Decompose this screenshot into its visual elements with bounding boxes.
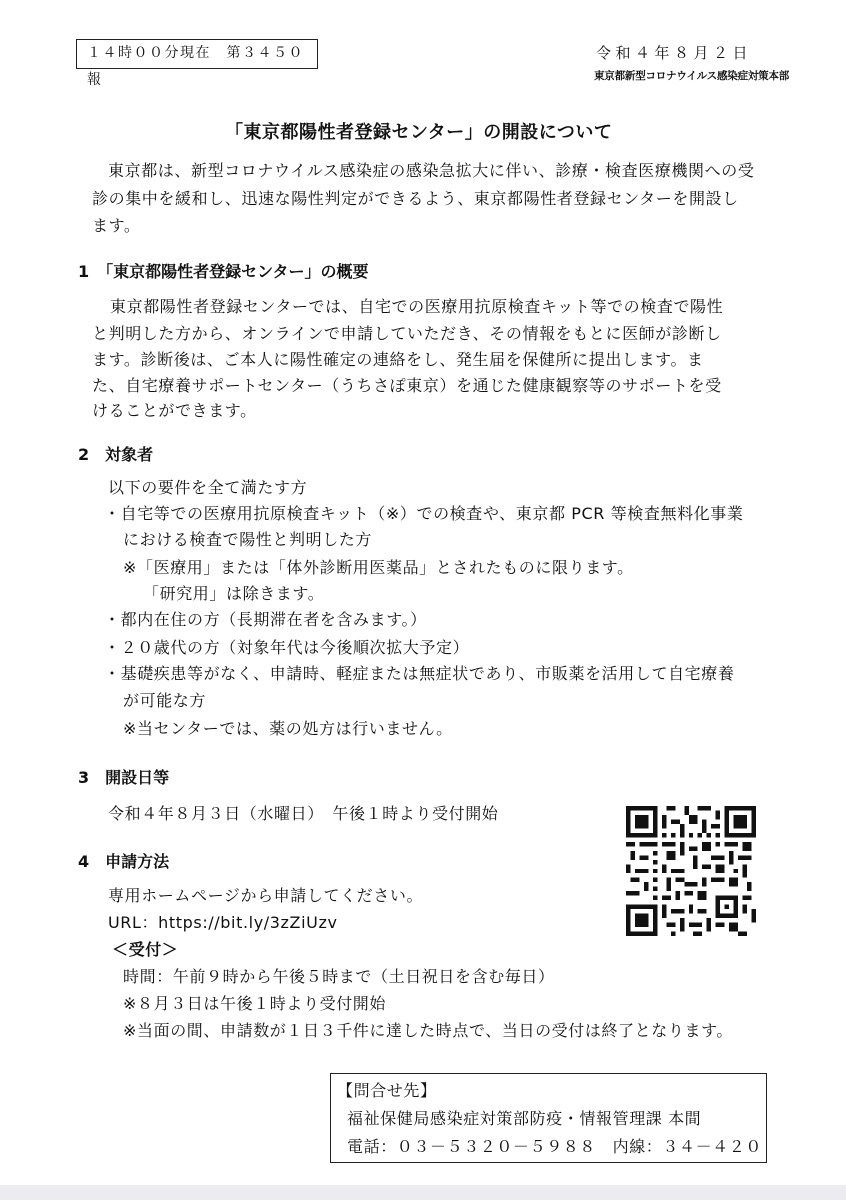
qr-code[interactable] [626,806,756,936]
section-2-line: ・自宅等での医療用抗原検査キット（※）での検査や、東京都 PCR 等検査無料化事業 [104,504,744,523]
reception-heading: ＜受付＞ [112,940,179,959]
report-number: １４時００分現在 第３４５０報 [87,45,304,88]
intro-line-3: ます。 [92,216,141,235]
section-1-line: た、自宅療養サポートセンター（うちさぽ東京）を通じた健康観察等のサポートを受 [92,376,722,395]
section-1-line: と判明した方から、オンラインで申請していただき、その情報をもとに医師が診断し [92,324,722,343]
section-2-line: における検査で陽性と判明した方 [123,530,373,549]
bottom-strip [0,1185,846,1200]
section-4-heading: 4 申請方法 [78,852,170,871]
section-1-line: 東京都陽性者登録センターでは、自宅での医療用抗原検査キット等での検査で陽性 [110,297,724,316]
section-2-note: ※「医療用」または「体外診断用医薬品」とされたものに限ります。 [123,558,634,577]
contact-phone: 電話：０３－５３２０－５９８８ 内線：３４－４２０ [347,1137,763,1156]
section-1-line: けることができます。 [92,401,257,420]
section-2-line: が可能な方 [123,691,207,710]
section-2-note: ※当センターでは、薬の処方は行いません。 [123,719,453,738]
section-2-line: ・都内在住の方（長期滞在者を含みます。） [104,610,427,629]
contact-label: 【問合せ先】 [337,1081,437,1100]
contact-department: 福祉保健局感染症対策部防疫・情報管理課 本間 [347,1109,702,1128]
intro-line-2: 診の集中を緩和し、迅速な陽性判定ができるよう、東京都陽性者登録センターを開設し [92,189,739,208]
document-title: 「東京都陽性者登録センター」の開設について [225,122,613,143]
section-2-line: ・基礎疾患等がなく、申請時、軽症または無症状であり、市販薬を活用して自宅療養 [104,664,735,683]
section-2-note: 「研究用」は除きます。 [143,584,325,603]
section-2-line: 以下の要件を全て満たす方 [108,478,308,497]
application-url[interactable]: URL：https://bit.ly/3zZiUzv [108,913,338,932]
reception-note: ※８月３日は午後１時より受付開始 [123,994,387,1013]
report-number-box [76,39,318,88]
issuing-department: 東京都新型コロナウイルス感染症対策本部 [594,70,790,82]
section-3-heading: 3 開設日等 [78,768,170,787]
section-1-line: ます。診断後は、ご本人に陽性確定の連絡をし、発生届を保健所に提出します。ま [92,350,704,369]
reception-hours: 時間：午前９時から午後５時まで（土日祝日を含む毎日） [123,967,555,986]
reception-note: ※当面の間、申請数が１日３千件に達した時点で、当日の受付は終了となります。 [123,1021,734,1040]
section-1-heading: 1 「東京都陽性者登録センター」の概要 [78,262,369,281]
application-instruction: 専用ホームページから申請してください。 [108,886,424,905]
opening-date: 令和４年８月３日（水曜日） 午後１時より受付開始 [108,804,499,823]
issue-date: 令和４年８月２日 [596,44,753,62]
section-2-line: ・２０歳代の方（対象年代は今後順次拡大予定） [104,638,470,657]
intro-line-1: 東京都は、新型コロナウイルス感染症の感染急拡大に伴い、診療・検査医療機関への受 [108,161,755,180]
section-2-heading: 2 対象者 [78,445,154,464]
contact-box [330,1073,767,1163]
